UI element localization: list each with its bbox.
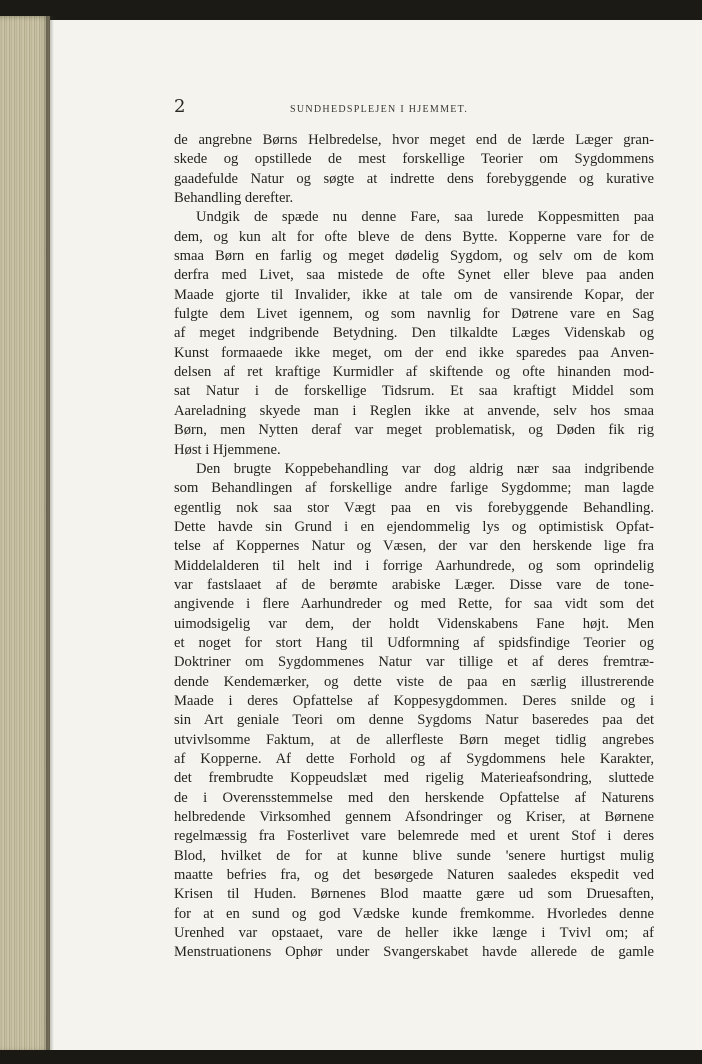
page-number: 2 — [174, 96, 186, 117]
text-line: Aareladning skyede man i Reglen ikke at anvende, selv hos smaa — [174, 402, 654, 419]
text-line: af Kopperne. Af dette Forhold og af Sygdommens hele Karakter, — [174, 751, 654, 767]
text-line: egentlig nok saa stor Vægt paa en vis forebyggende Behandling. — [174, 499, 654, 516]
text-line: Doktriner om Sygdommenes Natur var tillige et af deres fremtræ- — [174, 654, 654, 671]
text-line: telse af Koppernes Natur og Væsen, der var den herskende lige fra — [174, 538, 654, 555]
text-line: fulgte dem Livet igennem, og som navnlig for Døtrene vare en Sag — [174, 306, 654, 323]
text-line: Urenhed var opstaaet, vare de heller ikke længe i Tvivl om; af — [174, 925, 654, 942]
text-line: utvivlsomme Faktum, at de allerfleste Børn meget tidlig angrebes — [174, 731, 654, 748]
spine-shadow — [46, 16, 54, 1052]
text-line: maatte befries fra, og det besørgede Naturen saaledes ekspedit ved — [174, 867, 654, 884]
text-line: Den brugte Koppebehandling var dog aldrig nær saa indgribende — [196, 460, 654, 477]
text-line: helbredende Virksomhed gennem Afsondringer og Kriser, at Børnene — [174, 809, 654, 826]
text-line: sat Natur i de forskellige Tidsrum. Et saa kraftigt Middel som — [174, 383, 654, 400]
text-line: Middelalderen til helt ind i forrige Aarhundrede, og som oprindelig — [174, 557, 654, 574]
text-line: Kunst formaaede ikke meget, om der end ikke sparedes paa Anven- — [174, 344, 654, 361]
page-header — [124, 96, 654, 120]
page-edges — [0, 16, 50, 1052]
text-line: Behandling derefter. — [174, 190, 294, 207]
text-line: gaadefulde Natur og søgte at indrette dens forebyggende og kurative — [174, 170, 654, 187]
text-line: Maade i deres Opfattelse af Koppesygdommen. Deres snilde og i — [174, 692, 654, 709]
text-line: dem, og kun alt for ofte bleve de dens Bytte. Kopperne vare for de — [174, 228, 654, 245]
text-line: for at en sund og god Vædske kunde fremkomme. Hvorledes denne — [174, 905, 654, 922]
text-line: Blod, hvilket de for at kunne blive sunde 'senere hurtigst mulig — [174, 847, 654, 864]
text-line: Menstruationens Ophør under Svangerskabet havde allerede de gamle — [174, 944, 654, 961]
text-line: var fastslaaet af de berømte arabiske Læger. Disse vare de tone- — [174, 576, 654, 593]
text-line: sin Art geniale Teori om denne Sygdoms Natur baseredes paa det — [174, 712, 654, 729]
text-line: det frembrudte Koppeudslæt med rigelig Materieafsondring, sluttede — [174, 770, 654, 787]
bottom-dark-edge — [0, 1050, 702, 1064]
text-line: Høst i Hjemmene. — [174, 441, 281, 458]
text-line: dende Kendemærker, og dette viste de paa en særlig illustrerende — [174, 673, 654, 690]
text-line: af meget indgribende Betydning. Den tilkaldte Læges Videnskab og — [174, 325, 654, 342]
text-line: Maade gjorte til Invalider, ikke at tale om de vansirende Kopar, der — [174, 286, 654, 303]
text-line: regelmæssig fra Fosterlivet vare belemrede med et urent Stof i deres — [174, 828, 654, 845]
text-line: Krisen til Huden. Børnenes Blod maatte gære ud som Druesaften, — [174, 886, 654, 903]
text-line: delsen af ret kraftige Kurmidler af skiftende og ofte hinanden mod- — [174, 364, 654, 381]
text-line: de i Overensstemmelse med den herskende Opfattelse af Naturens — [174, 789, 654, 806]
text-line: smaa Børn en farlig og meget dødelig Sygdom, og selv om de kom — [174, 248, 654, 265]
text-line: Dette havde sin Grund i en ejendommelig lys og optimistisk Opfat- — [174, 518, 654, 535]
text-line: som Behandlingen af forskellige andre farlige Sygdomme; man lagde — [174, 480, 654, 497]
body-text — [174, 131, 654, 963]
text-line: de angrebne Børns Helbredelse, hvor meget end de lærde Læger gran- — [174, 132, 654, 148]
text-line: uimodsigelig var dem, der holdt Videnskabens Fane højt. Men — [174, 615, 654, 632]
text-line: derfra med Livet, saa mistede de ofte Synet eller bleve paa anden — [174, 267, 654, 284]
text-line: et noget for stort Hang til Udformning af spidsfindige Teorier og — [174, 634, 654, 651]
text-line: angivende i flere Aarhundreder og med Rette, for saa vidt som det — [174, 596, 654, 613]
text-line: skede og opstillede de mest forskellige Teorier om Sygdommens — [174, 151, 654, 168]
text-line: Undgik de spæde nu denne Fare, saa lurede Koppesmitten paa — [196, 209, 654, 226]
text-line: Børn, men Nytten deraf var meget problematisk, og Døden fik rig — [174, 422, 654, 439]
top-dark-edge — [0, 0, 702, 22]
running-head: SUNDHEDSPLEJEN I HJEMMET. — [290, 104, 469, 115]
